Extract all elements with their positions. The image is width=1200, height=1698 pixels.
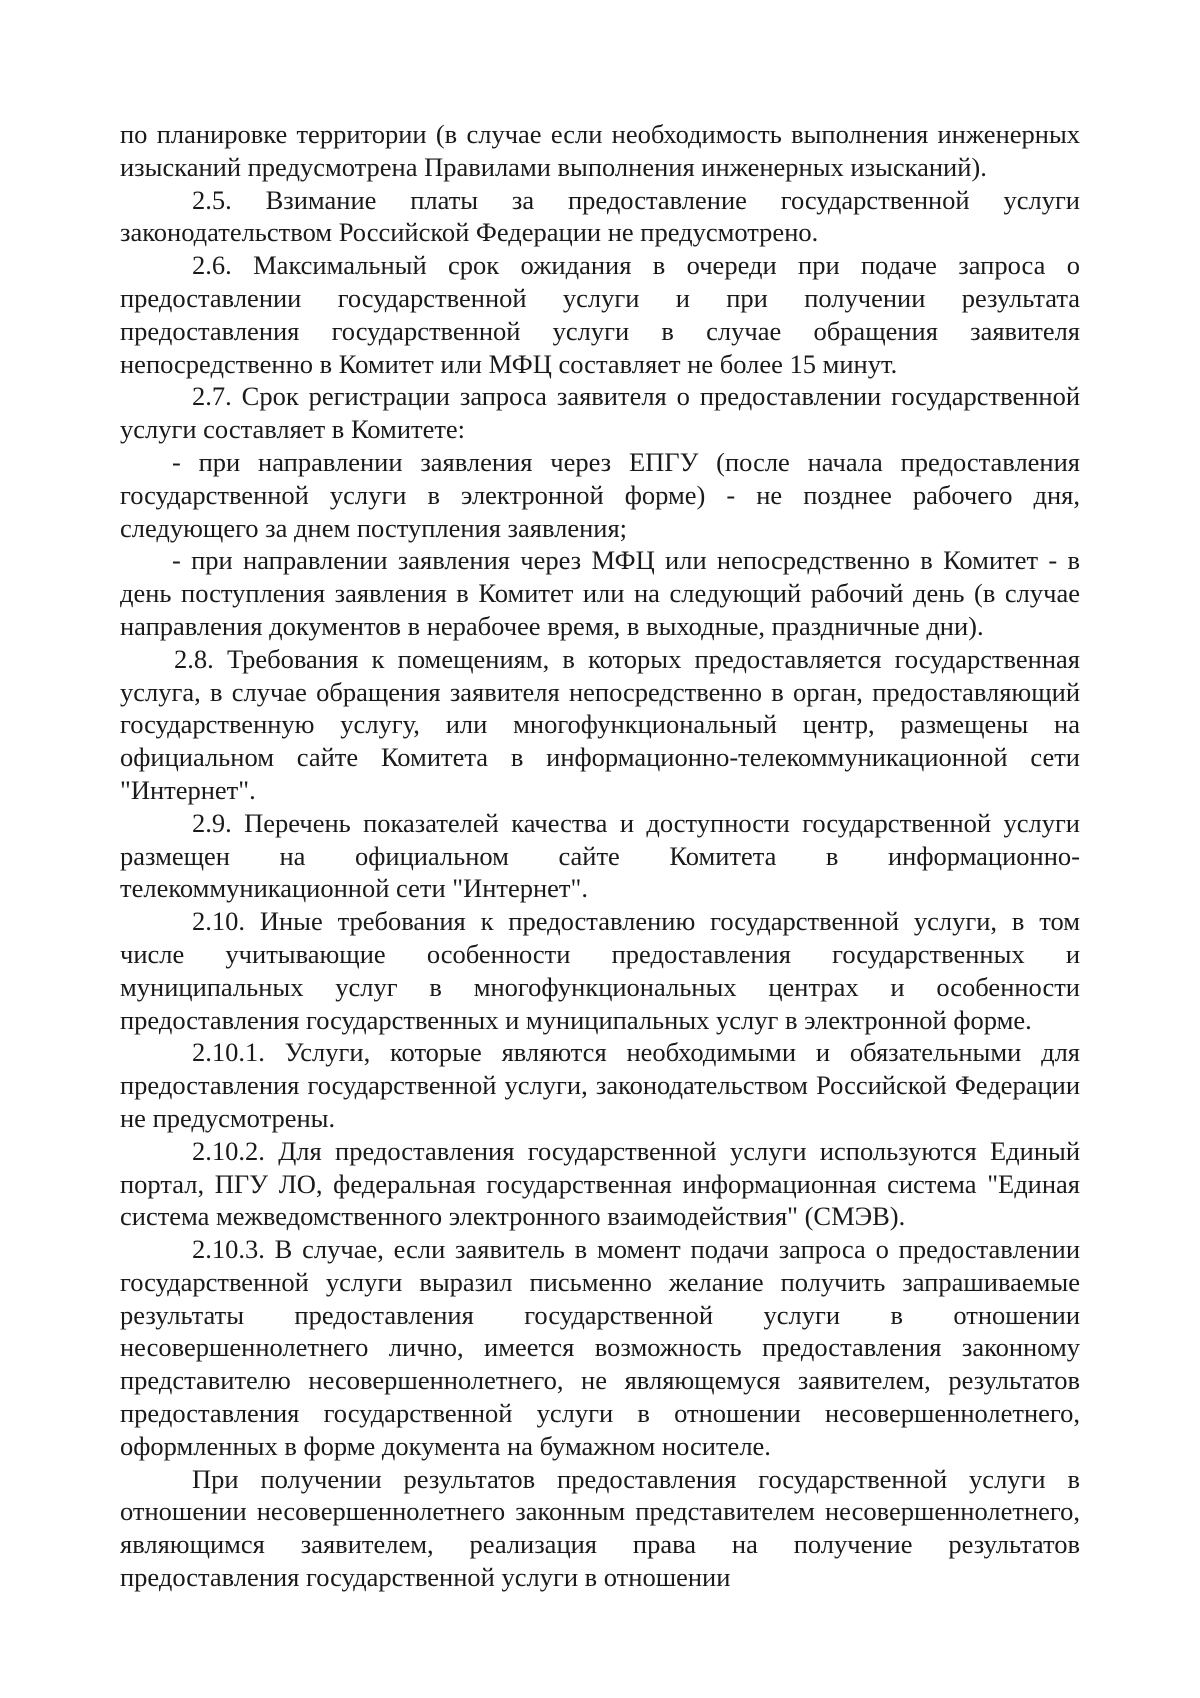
paragraph-legal-representative: При получении результатов предоставления государственной услуги в отношении несовершеннолетнего законным представителем несовершеннолетнего, являющимся заявителем, реализация права на получение результатов предоставления государственной услуги в отношении — [120, 1463, 1080, 1593]
paragraph-2-10-3: 2.10.3. В случае, если заявитель в момент подачи запроса о предоставлении государственной услуги выразил письменно желание получить запрашиваемые результаты предоставления государственной услуги в отношении несовершеннолетнего лично, имеется возможность предоставления законному представителю несовершеннолетнего, не являющемуся заявителем, результатов предоставления государственной услуги в отношении несовершеннолетнего, оформленных в форме документа на бумажном носителе. — [120, 1234, 1080, 1461]
list-item-epgu: - при направлении заявления через ЕПГУ (после начала предоставления государственной услуги в электронной форме) - не позднее рабочего дня, следующего за днем поступления заявления; — [120, 446, 1080, 543]
paragraph-continuation: по планировке территории (в случае если необходимость выполнения инженерных изысканий предусмотрена Правилами выполнения инженерных изысканий). — [120, 119, 1080, 182]
document-body — [120, 118, 1080, 1594]
paragraph-2-6: 2.6. Максимальный срок ожидания в очереди при подаче запроса о предоставлении государственной услуги и при получении результата предоставления государственной услуги в случае обращения заявителя непосредственно в Комитет или МФЦ составляет не более 15 минут. — [120, 250, 1080, 379]
paragraph-2-10: 2.10. Иные требования к предоставлению государственной услуги, в том числе учитывающие особенности предоставления государственных и муниципальных услуг в многофункциональных центрах и особенности предоставления государственных и муниципальных услуг в электронной форме. — [120, 906, 1080, 1035]
paragraph-2-10-2: 2.10.2. Для предоставления государственной услуги используются Единый портал, ПГУ ЛО, федеральная государственная информационная система "Единая система межведомственного электронного взаимодействия" (СМЭВ). — [120, 1135, 1080, 1232]
list-item-mfc: - при направлении заявления через МФЦ или непосредственно в Комитет - в день поступления заявления в Комитет или на следующий рабочий день (в случае направления документов в нерабочее время, в выходные, праздничные дни). — [120, 545, 1080, 641]
paragraph-2-9: 2.9. Перечень показателей качества и доступности государственной услуги размещен на официальном сайте Комитета в информационно-телекоммуникационной сети "Интернет". — [120, 807, 1080, 904]
paragraph-2-7: 2.7. Срок регистрации запроса заявителя о предоставлении государственной услуги составляет в Комитете: — [120, 381, 1080, 445]
paragraph-2-8: 2.8. Требования к помещениям, в которых предоставляется государственная услуга, в случае обращения заявителя непосредственно в орган, предоставляющий государственную услугу, или многофункциональный центр, размещены на официальном сайте Комитета в информационно-телекоммуникационной сети "Интернет". — [120, 643, 1080, 805]
paragraph-2-5: 2.5. Взимание платы за предоставление государственной услуги законодательством Российской Федерации не предусмотрено. — [120, 184, 1080, 248]
paragraph-2-10-1: 2.10.1. Услуги, которые являются необходимыми и обязательными для предоставления государственной услуги, законодательством Российской Федерации не предусмотрены. — [120, 1037, 1080, 1133]
